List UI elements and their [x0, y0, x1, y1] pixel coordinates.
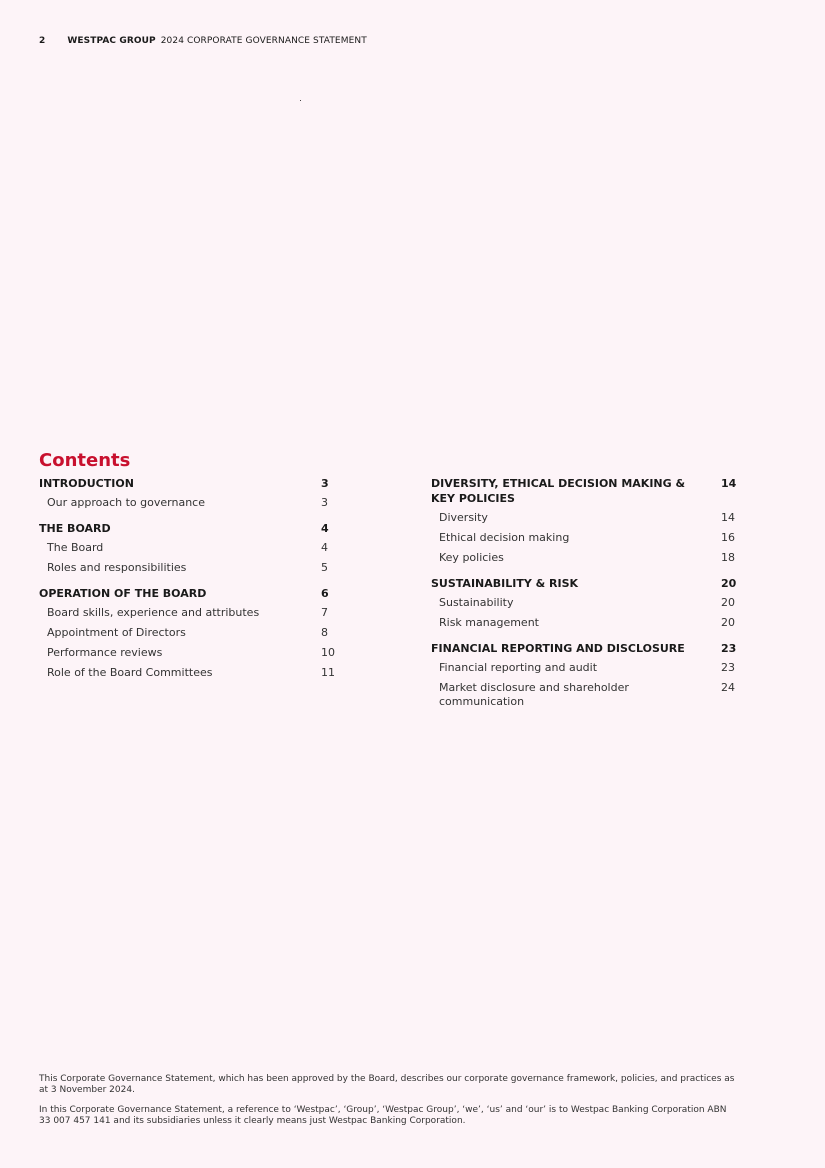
toc-item-label: The Board — [47, 541, 104, 554]
toc-item-label: Diversity — [439, 511, 488, 524]
toc-section-page: 23 — [721, 642, 737, 655]
toc-section — [39, 585, 339, 683]
toc-section-page: 6 — [321, 587, 329, 600]
toc-section-title: SUSTAINABILITY & RISK — [431, 577, 579, 590]
toc-item-label: Sustainability — [439, 596, 514, 609]
toc-item[interactable] — [431, 613, 739, 633]
toc-item-page: 8 — [321, 626, 328, 639]
toc-item[interactable] — [39, 643, 339, 663]
toc-section-title: THE BOARD — [39, 522, 111, 535]
toc-section-title: DIVERSITY, ETHICAL DECISION MAKING & KEY POLICIES — [431, 477, 686, 505]
document-title: 2024 CORPORATE GOVERNANCE STATEMENT — [160, 36, 367, 46]
toc-item-label: Appointment of Directors — [47, 626, 186, 639]
toc-item-label: Performance reviews — [47, 646, 163, 659]
toc-item-page: 18 — [721, 551, 735, 564]
toc-item-page: 23 — [721, 661, 735, 674]
toc-item[interactable] — [39, 663, 339, 683]
toc-section-heading[interactable] — [39, 475, 339, 493]
footer-approval-note: This Corporate Governance Statement, which has been approved by the Board, describes our corporate governance framework, policies, and practices as at 3 November 2024. — [39, 1074, 735, 1095]
toc-item-label: Key policies — [439, 551, 504, 564]
toc-item-page: 3 — [321, 496, 328, 509]
toc-item[interactable] — [431, 658, 739, 678]
toc-item-page: 5 — [321, 561, 328, 574]
toc-item[interactable] — [39, 493, 339, 513]
toc-item-page: 14 — [721, 511, 735, 524]
toc-section-heading[interactable] — [39, 520, 339, 538]
toc-item[interactable] — [39, 558, 339, 578]
toc-item-label: Our approach to governance — [47, 496, 205, 509]
toc-item-page: 11 — [321, 666, 335, 679]
toc-item-page: 7 — [321, 606, 328, 619]
footer-definition-note: In this Corporate Governance Statement, a reference to ‘Westpac’, ‘Group’, ‘Westpac Group’, ‘we’, ‘us’ and ‘our’ is to Westpac Banking Corporation ABN 33 007 457 141 and its subsidiaries unless it clearly means just Westpac Banking Corporation. — [39, 1105, 727, 1126]
toc-item-label: Market disclosure and shareholder communication — [439, 681, 629, 708]
contents-left-column — [39, 475, 339, 690]
toc-item-page: 4 — [321, 541, 328, 554]
toc-item-page: 20 — [721, 596, 735, 609]
toc-item-page: 24 — [721, 681, 735, 694]
page-header — [39, 36, 367, 46]
toc-section-page: 14 — [721, 477, 737, 490]
toc-section-heading[interactable] — [431, 475, 739, 508]
organization-name: WESTPAC GROUP — [67, 36, 156, 46]
toc-section-title: OPERATION OF THE BOARD — [39, 587, 207, 600]
toc-section-heading[interactable] — [39, 585, 339, 603]
toc-item[interactable] — [431, 678, 739, 712]
toc-section — [431, 575, 739, 633]
stray-mark — [300, 100, 301, 101]
toc-section-title: INTRODUCTION — [39, 477, 134, 490]
toc-item-label: Risk management — [439, 616, 539, 629]
toc-section-title: FINANCIAL REPORTING AND DISCLOSURE — [431, 642, 685, 655]
contents-right-column — [431, 475, 739, 719]
toc-item-label: Role of the Board Committees — [47, 666, 213, 679]
toc-item-label: Ethical decision making — [439, 531, 570, 544]
toc-item-label: Financial reporting and audit — [439, 661, 598, 674]
toc-section-heading[interactable] — [431, 575, 739, 593]
toc-section-heading[interactable] — [431, 640, 739, 658]
toc-section — [39, 520, 339, 578]
toc-item-page: 20 — [721, 616, 735, 629]
toc-item[interactable] — [39, 623, 339, 643]
toc-section — [39, 475, 339, 513]
toc-section — [431, 475, 739, 568]
toc-item[interactable] — [39, 603, 339, 623]
toc-section-page: 4 — [321, 522, 329, 535]
toc-item[interactable] — [39, 538, 339, 558]
toc-item[interactable] — [431, 508, 739, 528]
toc-section-page: 3 — [321, 477, 329, 490]
toc-item-label: Board skills, experience and attributes — [47, 606, 260, 619]
toc-item-page: 16 — [721, 531, 735, 544]
page-number: 2 — [39, 36, 46, 46]
toc-section — [431, 640, 739, 712]
toc-item-page: 10 — [321, 646, 335, 659]
toc-item-label: Roles and responsibilities — [47, 561, 187, 574]
toc-item[interactable] — [431, 528, 739, 548]
toc-item[interactable] — [431, 593, 739, 613]
toc-item[interactable] — [431, 548, 739, 568]
toc-section-page: 20 — [721, 577, 737, 590]
contents-heading: Contents — [39, 450, 131, 471]
